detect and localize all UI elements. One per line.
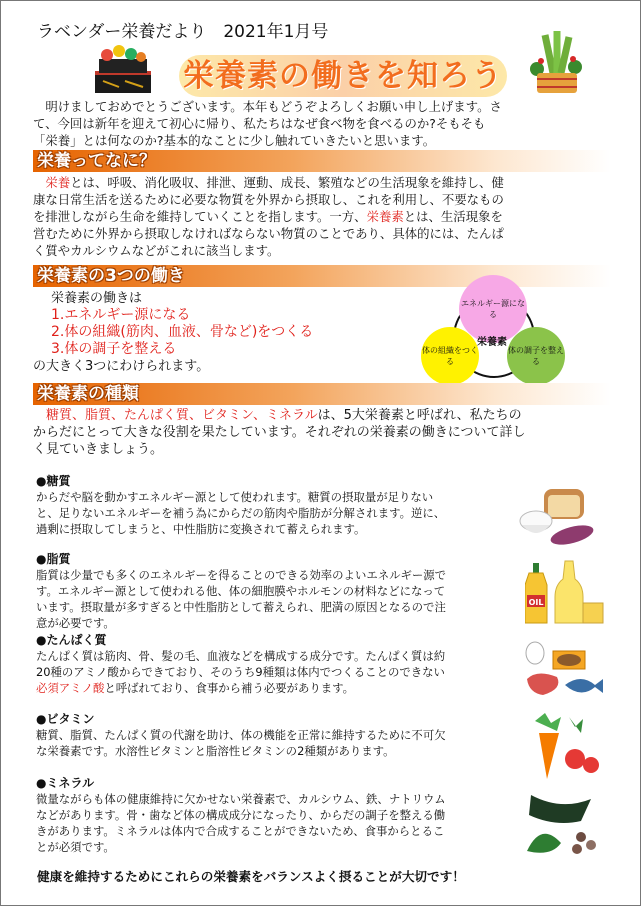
nutrient-line: たんぱく質は筋肉、骨、髪の毛、血液などを構成する成分です。たんぱく質は約 [36, 649, 446, 663]
list-item: 2.体の組織(筋肉、血液、骨など)をつくる [51, 324, 314, 340]
nutrient-carbohydrate [36, 473, 506, 537]
nutrient-line: と、足りないエネルギーを補う為にからだの筋肉や脂肪が分解されます。逆に、 [36, 506, 446, 520]
list-tail: の大きく3つにわけられます。 [33, 359, 210, 374]
nutrient-title: ●糖質 [36, 474, 71, 488]
section-heading: 栄養素の3つの働き [37, 266, 185, 286]
intro-line: 明けましておめでとうございます。本年もどうぞよろしくお願い申し上げます。さ [33, 99, 502, 114]
diagram-condition: 体の調子を整える [507, 327, 565, 385]
section-heading-band [33, 150, 611, 172]
diagram-energy: エネルギー源になる [459, 275, 527, 343]
diagram-center: 栄養素 [477, 337, 507, 348]
body-line: 糖質、脂質、たんぱく質、ビタミン、ミネラルは、5大栄養素と呼ばれ、私たちの [46, 408, 522, 423]
nutrient-line: からだや脳を動かすエネルギー源として使われます。糖質の摂取量が足りない [36, 490, 434, 504]
intro-line: て、今回は新年を迎えて初心に帰り、私たちはなぜ食べ物を食べるのか?そもそも [33, 116, 486, 131]
list-item: 3.体の調子を整える [51, 341, 177, 357]
nutrient-line: 糖質、脂質、たんぱく質の代謝を助け、体の機能を正常に維持するために不可欠 [36, 728, 446, 742]
intro-paragraph [33, 98, 623, 149]
highlight-term: 栄養 [45, 175, 71, 190]
nutrient-function-diagram [419, 273, 569, 383]
section-heading: 栄養素の種類 [37, 384, 139, 404]
osechi-box-icon [89, 41, 159, 97]
section2-list [33, 290, 413, 375]
nutrient-title: ●脂質 [36, 552, 71, 566]
section3-paragraph [33, 407, 623, 458]
nutrient-line: 必須アミノ酸と呼ばれており、食事から補う必要があります。 [36, 681, 355, 695]
nutrient-line: 意が必要です。 [36, 616, 115, 630]
body-line: を排泄しながら生命を維持していくことを指します。一方、栄養素とは、生活現象を [33, 209, 503, 224]
nutrient-line: す。エネルギー源として使われる他、体の細胞膜やホルモンの材料などになって [36, 584, 446, 598]
nutrient-title: ●たんぱく質 [36, 633, 107, 647]
kadomatsu-icon [523, 29, 589, 101]
bread-rice-potato-icon [516, 485, 600, 547]
highlight-term: 必須アミノ酸 [36, 681, 105, 695]
diagram-tissue: 体の組織をつくる [421, 327, 479, 385]
nutrient-line: 微量ながらも体の健康維持に欠かせない栄養素で、カルシウム、鉄、ナトリウム [36, 792, 446, 806]
footer-message: 健康を維持するためにこれらの栄養素をバランスよく摂ることが大切です！ [37, 869, 465, 884]
body-line: く見ていきましょう。 [33, 442, 164, 457]
nutrient-line: な栄養素です。水溶性ビタミンと脂溶性ビタミンの2種類があります。 [36, 744, 395, 758]
nutrient-line: 脂質は少量でも多くのエネルギーを得ることのできる効率のよいエネルギー源で [36, 568, 447, 582]
highlight-term: 栄養素 [366, 209, 404, 224]
body-line: からだにとって大きな役割を果たしています。それぞれの栄養素の働きについて詳し [33, 425, 526, 440]
section1-paragraph [33, 174, 623, 259]
nutrient-protein [36, 632, 506, 696]
section-heading: 栄養ってなに？ [37, 151, 156, 171]
nutrient-fat [36, 551, 506, 631]
nutrient-line: とが必須です。 [36, 840, 115, 854]
nutrient-line: 過剰に摂取してしまうと、中性脂肪に変換されて蓄えられます。 [36, 522, 366, 536]
intro-line: 「栄養」とは何なのか?基本的なことに少し触れていきたいと思います。 [33, 133, 436, 148]
nutrient-line: などがあります。骨・歯など体の構成成分になったり、からだの調子を整える働 [36, 808, 446, 822]
body-line: 栄養とは、呼吸、消化吸収、排泄、運動、成長、繁殖などの生活現象を維持し、健 [45, 175, 504, 190]
seaweed-spinach-icon [521, 791, 603, 859]
nutrient-line: います。摂取量が多すぎると中性脂肪として蓄えられ、肥満の原因となるので注 [36, 600, 446, 614]
nutrient-title: ●ミネラル [36, 776, 95, 790]
body-line: 康な日常生活を送るために必要な物質を外界から摂取し、これを利用し、不要なもの [33, 192, 504, 207]
section-heading-band [33, 383, 611, 405]
egg-meat-fish-icon [523, 639, 607, 701]
nutrient-line: きがあります。ミネラルは体内で合成することができないため、食事からとるこ [36, 824, 445, 838]
vegetable-fruit-icon [525, 713, 601, 785]
list-lead: 栄養素の働きは [51, 291, 143, 306]
nutrient-line: 20種のアミノ酸からできており、そのうち9種類は体内でつくることのできない [36, 665, 445, 679]
oil-label: OIL [528, 598, 544, 607]
nutrient-mineral [36, 775, 506, 855]
oil-bottle-icon [525, 557, 605, 629]
nutrient-vitamin [36, 711, 506, 759]
highlight-term: 糖質、脂質、たんぱく質、ビタミン、ミネラル [46, 408, 318, 423]
newsletter-header: ラベンダー栄養だより 2021年1月号 [37, 22, 329, 42]
page-title: 栄養素の働きを知ろう [179, 55, 507, 97]
body-line: く質やカルシウムなどがこれに該当します。 [33, 243, 280, 258]
nutrient-title: ●ビタミン [36, 712, 95, 726]
body-line: 営むために外界から摂取しなければならない物質のことであり、具体的には、たんぱ [33, 226, 504, 241]
list-item: 1.エネルギー源になる [51, 307, 191, 323]
